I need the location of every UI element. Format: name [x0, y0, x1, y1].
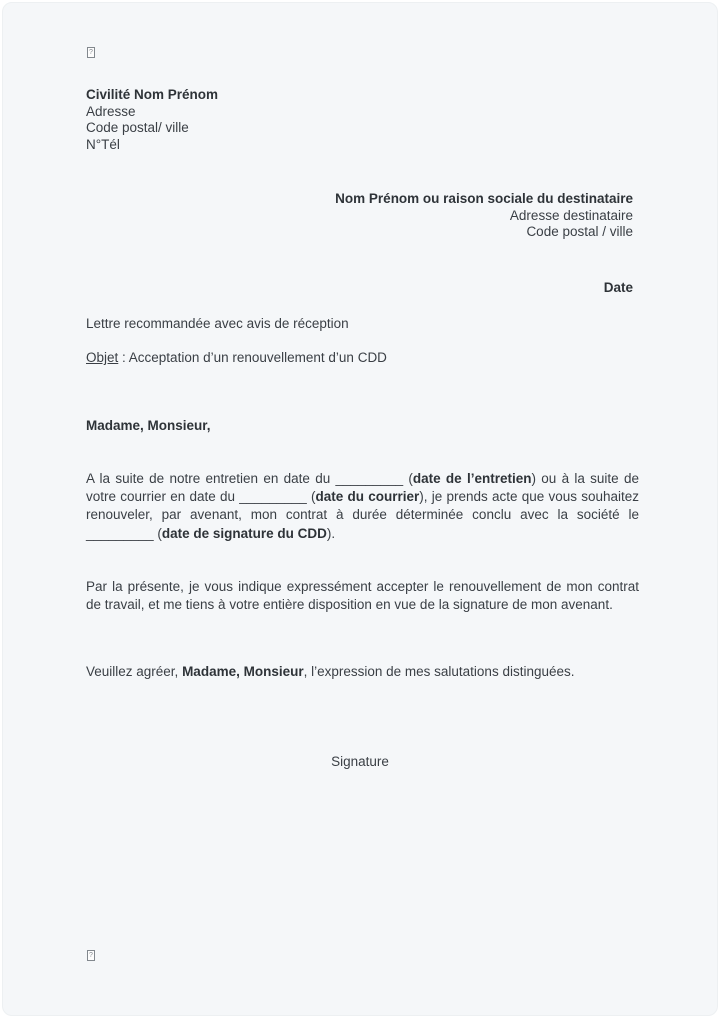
paragraph1-bold-letter-date: date du courrier — [315, 489, 420, 505]
paragraph1-text: A la suite de notre entretien en date du _________ ( — [86, 471, 413, 486]
sender-postal-city: Code postal/ ville — [86, 120, 189, 135]
subject-text: : Acceptation d’un renouvellement d’un CDD — [118, 350, 387, 365]
signature-label: Signature — [331, 754, 389, 769]
missing-char-icon: ? — [87, 950, 95, 961]
recipient-name: Nom Prénom ou raison sociale du destinataire — [335, 191, 633, 206]
closing-text: , l’expression de mes salutations distinguées. — [303, 664, 575, 679]
recipient-block — [335, 191, 633, 241]
sender-block — [86, 87, 218, 153]
subject-line — [86, 350, 387, 365]
body-paragraph-1 — [86, 470, 639, 543]
paragraph1-text: ) ou à la suite de votre courrier en date du _________ ( — [86, 471, 639, 505]
paragraph1-bold-cdd-signature-date: date de signature du CDD — [161, 525, 327, 541]
sender-name: Civilité Nom Prénom — [86, 87, 219, 102]
subject-label: Objet — [86, 350, 119, 365]
salutation: Madame, Monsieur, — [86, 418, 211, 433]
body-paragraph-2: Par la présente, je vous indique expressément accepter le renouvellement de mon contrat de travail, et me tiens à votre entière disposition en vue de la signature de mon avenant. — [86, 579, 639, 613]
closing-text: Veuillez agréer, — [86, 664, 179, 679]
paragraph1-bold-interview-date: date de l’entretien — [412, 471, 532, 486]
delivery-method-line: Lettre recommandée avec avis de réception — [86, 316, 349, 331]
letter-page — [2, 2, 718, 1016]
missing-char-icon: ? — [87, 47, 95, 58]
recipient-address: Adresse destinataire — [509, 207, 633, 223]
sender-phone: N°Tél — [86, 136, 120, 152]
date-label: Date — [603, 280, 633, 295]
closing-bold-madame-monsieur: Madame, Monsieur — [178, 664, 304, 679]
paragraph1-text: ). — [326, 525, 336, 541]
paragraph1-text: ), je prends acte que vous souhaitez renouveler, par avenant, mon contrat à durée déterminée conclu avec la société le _________ ( — [86, 489, 639, 541]
recipient-postal-city: Code postal / ville — [526, 224, 633, 239]
sender-address: Adresse — [86, 103, 136, 119]
closing-line — [86, 664, 639, 679]
